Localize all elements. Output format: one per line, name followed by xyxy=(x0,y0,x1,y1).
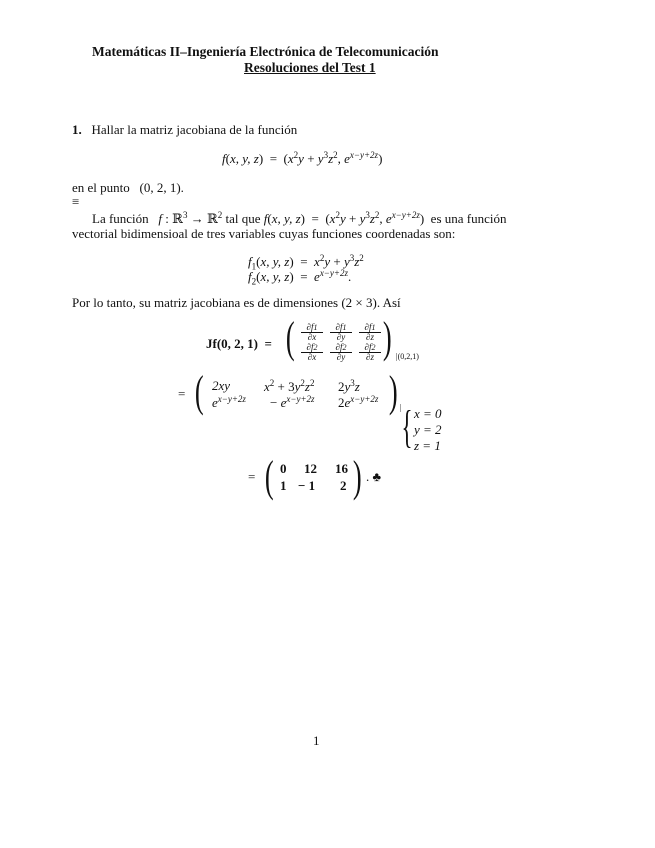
condition-z: z = 1 xyxy=(414,438,441,453)
equals-2: = xyxy=(178,386,186,401)
jf-label: Jf(0, 2, 1) = xyxy=(206,336,272,351)
left-paren-3: ( xyxy=(264,452,274,501)
cell-1-1: 2xy xyxy=(212,378,231,393)
problem-number: 1. xyxy=(72,122,82,137)
cell-1-2: $x^2 + 3y^2z^2$ xyxy=(264,378,315,394)
cell-2-2: − $e^{x-y+2z}$ xyxy=(270,394,315,410)
end-mark: . ♣ xyxy=(366,469,382,484)
conclusion-text: Por lo tanto, su matriz jacobiana es de dimensiones (2 × 3). Así xyxy=(72,295,401,310)
test-subtitle: Resoluciones del Test 1 xyxy=(244,60,376,75)
right-paren: ) xyxy=(382,313,392,362)
partial-f2-x: $\frac{\partial f2}{\partial x}$ xyxy=(301,343,323,362)
cell-2-3: $2e^{x-y+2z}$ xyxy=(338,394,379,410)
eval-point: |(0,2,1) xyxy=(396,352,419,361)
cell-2-1: $e^{x-y+2z}$ xyxy=(212,394,246,410)
problem-text: Hallar la matriz jacobiana de la función xyxy=(91,122,298,137)
eval-bar: | xyxy=(400,403,402,412)
result-2-3: 2 xyxy=(340,478,347,493)
point-value: (0, 2, 1). xyxy=(139,180,184,195)
partial-f1-z: $\frac{\partial f1}{\partial z}$ xyxy=(359,323,381,342)
right-paren-3: ) xyxy=(352,452,362,501)
intro-a: La función xyxy=(92,211,149,226)
result-2-1: 1 xyxy=(280,478,287,493)
condition-y: y = 2 xyxy=(414,422,442,437)
partial-f1-y: $\frac{\partial f1}{\partial y}$ xyxy=(330,323,352,342)
function-definition: f(x, y, $z) = (x^2y + y^3z^2$, $e^{x-y+2z}$) xyxy=(222,150,383,166)
point-text: en el punto xyxy=(72,180,130,195)
right-paren-2: ) xyxy=(388,367,398,416)
partial-f2-y: $\frac{\partial f2}{\partial y}$ xyxy=(330,343,352,362)
result-1-1: 0 xyxy=(280,461,287,476)
solution-intro: La función f : ℝ$^3$ → ℝ$^2$ tal que f(x, y, $z) = (x^2y + y^3z^2$, $e^{x-y+2z}$) es una función xyxy=(92,210,507,226)
solution-line2: vectorial bidimensioal de tres variables cuyas funciones coordenadas son: xyxy=(72,226,456,241)
partial-f1-x: $\frac{\partial f1}{\partial x}$ xyxy=(301,323,323,342)
conditions-brace: { xyxy=(401,401,413,452)
left-paren-2: ( xyxy=(194,367,204,416)
result-1-3: 16 xyxy=(335,461,348,476)
tal-que: tal que xyxy=(225,211,261,226)
f2-definition: $f_2(x$, y, $z) = e^{x-y+2z}$. xyxy=(248,268,352,287)
partial-f2-z: $\frac{\partial f2}{\partial z}$ xyxy=(359,343,381,362)
point-line xyxy=(72,180,184,196)
left-paren: ( xyxy=(285,313,295,362)
function-rhs: ($x^2y + y^3z^2$, $e^{x-y+2z}$) xyxy=(283,150,383,166)
result-1-2: 12 xyxy=(304,461,317,476)
f1-definition: $f_1(x$, y, $z) = x^2y + y^3z^2$ xyxy=(248,253,364,272)
equals-sign: = xyxy=(269,151,278,166)
intro-b: es una función xyxy=(430,211,507,226)
page-number: 1 xyxy=(313,733,320,748)
function-lhs: f xyxy=(222,151,226,166)
condition-x: x = 0 xyxy=(414,406,442,421)
equiv-symbol: ≡ xyxy=(72,194,80,209)
cell-1-3: $2y^3z$ xyxy=(338,378,360,394)
problem-statement xyxy=(72,122,297,138)
map-definition: f xyxy=(158,211,163,226)
course-title: Matemáticas II–Ingeniería Electrónica de Telecomunicación xyxy=(92,44,439,59)
result-2-2: − 1 xyxy=(298,478,316,493)
equals-3: = xyxy=(248,469,256,484)
